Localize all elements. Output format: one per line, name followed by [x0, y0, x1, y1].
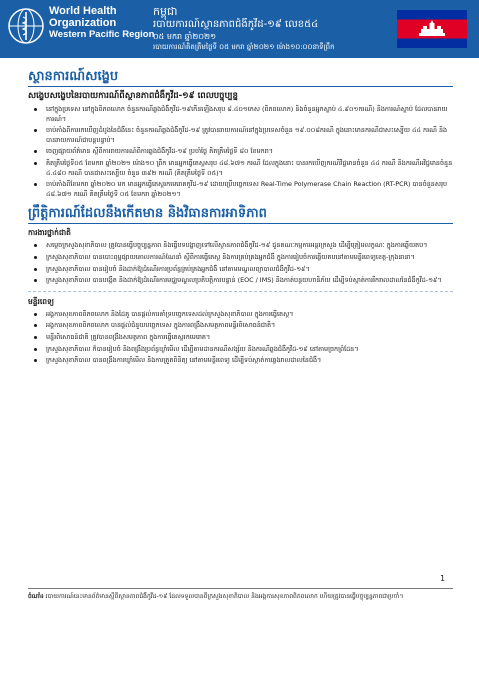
- who-emblem-icon: [6, 6, 46, 46]
- bullet-dot-icon: [34, 162, 37, 165]
- bullet-dot-icon: [34, 256, 37, 259]
- header-text: [153, 5, 388, 52]
- hospital-bullet: [28, 310, 453, 320]
- footer-note-label: ចំណាំ៖: [28, 593, 44, 600]
- footer-note-text: របាយការណ៍នេះមានព័ត៌មានស្តីពីស្ថានភាពជំងឺកូវីដ-១៩ ដែលទទួលបានពីក្រសួងសុខាភិបាល និងអង្គការសុខភាពពិភពលោក ហើយត្រូវបានធ្វើបច្ចុប្បន្នភាពជាប្រចាំ។: [45, 593, 404, 600]
- hospital-bullet: [28, 333, 453, 343]
- hospital-bullet: [28, 321, 453, 331]
- bullet-dot-icon: [34, 313, 37, 316]
- national-bullet-text: ក្រសួងសុខាភិបាល បានបង្កើត និងដាក់ឱ្យដំណើរការមជ្ឈមណ្ឌលប្រតិបត្តិការបន្ទាន់ (EOC / IMS) និងកាត់បន្ថយហានិភ័យ ដើម្បីទប់ស្កាត់ការរីករាលដាលនៃជំងឺកូវីដ-១៩។: [46, 276, 442, 285]
- page-number: 1: [440, 574, 446, 583]
- hospital-bullet-list: [28, 310, 453, 366]
- summary-bullet-text: ចេញផ្សាយព័ត៌មាន ស្តីពីការរាយការណ៍ពីការឆ្លងជំងឺកូវីដ-១៩ ប្រចាំថ្ងៃ គិតត្រឹមថ្ងៃទី ៨០ ខែមករា។: [46, 147, 273, 156]
- hospital-bullet-text: ក្រសួងសុខាភិបាល ក៏បានរៀបចំ និងពង្រឹងប្រព័ន្ធឃ្លាំមើល ដើម្បីតាមដានករណីសង្ស័យ និងករណីឆ្លងជំងឺកូវីដ-១៩ នៅតាមច្រកព្រំដែន។: [46, 344, 359, 353]
- summary-bullet-list: [28, 105, 453, 199]
- report-period: របាយការណ៍គិតត្រឹមថ្ងៃទី ០៥ មករា ឆ្នាំ២០២១ ម៉ោង១០:០០នាទីព្រឹក: [153, 43, 335, 51]
- national-subheading: ការងារថ្នាក់ជាតិ: [28, 228, 71, 238]
- response-section-title: ព្រឹត្តិការណ៍ដែលនឹងកើតមាន និងវិធានការអាទិភាព: [28, 205, 453, 224]
- summary-bullet: [28, 126, 453, 145]
- summary-bullet-text: គិតត្រឹមថ្ងៃទី០៥ ខែមករា ឆ្នាំ២០២១ ម៉ោង១០ ព្រឹក មានអ្នកធ្វើតេស្តសរុប ៤៨.៦៧១ ករណី ដែលក្នុងនោះ បានរកឃើញករណីវិជ្ជមានចំនួន ៤៤ ករណី និងករណីអវិជ្ជមានចំនួន ៤.៤៨០ ករណី បានជាសះស្បើយ ចំនួន ៣៩២ ករណី (គិតត្រឹមថ្ងៃទី ០៥)។: [46, 158, 453, 177]
- summary-section-title: ស្ថានការណ៍សង្ខេប: [28, 68, 453, 87]
- national-bullet: [28, 265, 453, 275]
- summary-bullet-text: ចាប់តាំងពីខែមករា ឆ្នាំ២០២០ មក មានអ្នកធ្វើតេស្តរកមេរោគកូវីដ-១៩ ដោយប្រើបច្ចេកទេស Real-Time Polymerase Chain Reaction (RT-PCR) បានចំនួនសរុប ៤៨.៦៧១ ករណី គិតត្រឹមថ្ងៃទី ០៥ ខែមករា ឆ្នាំ២០២១។: [46, 180, 448, 198]
- bullet-dot-icon: [34, 150, 37, 153]
- national-bullet-text: ក្រសួងសុខាភិបាល បានបោះពុម្ពផ្សាយគោលការណ៍ណែនាំ ស្តីពីការធ្វើតេស្ត និងការគ្រប់គ្រងអ្នកជំងឺ ក្នុងការរៀបចំការឆ្លើយតបនៅតាមមន្ទីរពេទ្យខេត្ត-ក្រុងនានា។: [46, 252, 415, 261]
- national-bullet-list: [28, 241, 453, 285]
- org-name-line1: World Health: [49, 5, 117, 17]
- summary-bullet: [28, 180, 453, 199]
- national-bullet: [28, 253, 453, 263]
- bullet-dot-icon: [34, 244, 37, 247]
- national-bullet-text: សម្តេចក្រសួងសុខាភិបាល ត្រូវបានធ្វើបច្ចុប្បន្នភាព និងធ្វើបទបង្ហាញទៅលើស្ថានភាពជំងឺកូវីដ-១៩ ជូនគណៈកម្មការអន្តរក្រសួង ដើម្បីត្រៀមលក្ខណៈ ក្នុងការឆ្លើយតប។: [46, 241, 428, 250]
- national-bullet: [28, 276, 453, 286]
- summary-bullet: [28, 159, 453, 178]
- bullet-dot-icon: [34, 348, 37, 351]
- bullet-dot-icon: [34, 183, 37, 186]
- report-title: របាយការណ៍ស្ថានភាពជំងឺកូវីដ-១៩ លេខ៥៤: [153, 19, 319, 30]
- country-name: កម្ពុជា: [153, 5, 178, 18]
- hospital-bullet-text: អង្គការសុខភាពពិភពលោក និងដៃគូ បានផ្តល់ការគាំទ្របច្ចេកទេសដល់ក្រសួងសុខាភិបាល ក្នុងការធ្វើតេស្ត។: [46, 309, 294, 318]
- cambodia-flag-icon: [397, 10, 467, 48]
- hospital-bullet: [28, 356, 453, 366]
- summary-bullet-text: ចាប់តាំងពីការរកឃើញដំបូងនៃជំងឺនេះ ចំនួនករណីឆ្លងជំងឺកូវីដ-១៩ ត្រូវបានរាយការណ៍នៅក្នុងប្រទេសចំនួន ១៩.០០៨ករណី ក្នុងនោះមានករណីជាសះស្បើយ ៤៤ ករណី និងបានរាយការណ៍ជាបន្តបន្ទាប់។: [46, 126, 448, 144]
- org-region: Western Pacific Region: [49, 29, 155, 40]
- bullet-dot-icon: [34, 279, 37, 282]
- national-bullet-text: ក្រសួងសុខាភិបាល បានរៀបចំ និងដាក់ឱ្យដំណើរការប្រព័ន្ធគ្រប់គ្រងអ្នកជំងឺ នៅតាមមណ្ឌលព្យាបាលជំងឺកូវីដ-១៩។: [46, 264, 310, 273]
- report-body: [28, 68, 453, 369]
- footer-divider: [28, 588, 453, 589]
- bullet-dot-icon: [34, 324, 37, 327]
- hospital-bullet-text: ក្រសួងសុខាភិបាល បានពង្រឹងការឃ្លាំមើល និងការត្រួតពិនិត្យ នៅតាមមន្ទីរពេទ្យ ដើម្បីទប់ស្កាត់ការឆ្លងរាលដាលនៃជំងឺ។: [46, 356, 322, 365]
- section-divider: [28, 291, 453, 292]
- hospital-subheading: មន្ទីរពេទ្យ: [28, 296, 55, 306]
- hospital-bullet: [28, 345, 453, 355]
- summary-bullet-text: នៅក្នុងប្រទេស នៅក្នុងពិភពលោក ចំនួនករណីឆ្លងជំងឺកូវីដ-១៩កើនឡើងសរុប ៨.៤០១កេស (ពិភពលោក) និងចំនួនអ្នកស្លាប់ ៤.៩០១ករណី) និងការណ៍ស្លាប់ ដែលបានរាយការណ៍។: [46, 105, 448, 123]
- report-header: [0, 0, 479, 58]
- bullet-dot-icon: [34, 336, 37, 339]
- bullet-dot-icon: [34, 359, 37, 362]
- footer-note: [28, 592, 453, 601]
- bullet-dot-icon: [34, 129, 37, 132]
- hospital-bullet-text: មន្ទីរពិសោធន៍ជាតិ ត្រូវបានពង្រឹងសមត្ថភាព ក្នុងការធ្វើតេស្តរកមេរោគ។: [46, 332, 211, 341]
- who-organization-name: [49, 6, 154, 41]
- summary-bullet: [28, 105, 453, 124]
- response-section: [28, 205, 453, 365]
- national-bullet: [28, 241, 453, 251]
- hospital-bullet-text: អង្គការសុខភាពពិភពលោក បានផ្តល់ជំនួយបច្ចេកទេស ក្នុងការពង្រឹងសមត្ថភាពមន្ទីរពិសោធន៍ជាតិ។: [46, 321, 276, 330]
- summary-bullet: [28, 147, 453, 157]
- report-date: ០៥ មករា ឆ្នាំ២០២១: [153, 32, 217, 41]
- bullet-dot-icon: [34, 108, 37, 111]
- bullet-dot-icon: [34, 268, 37, 271]
- summary-subtitle: សង្ខេបសង្ខេបនៃរបាយការណ៍ពីស្ថានភាពជំងឺកូវីដ-១៩ ពេលបច្ចុប្បន្ន: [28, 91, 238, 101]
- org-name-line2: Organization: [49, 16, 117, 29]
